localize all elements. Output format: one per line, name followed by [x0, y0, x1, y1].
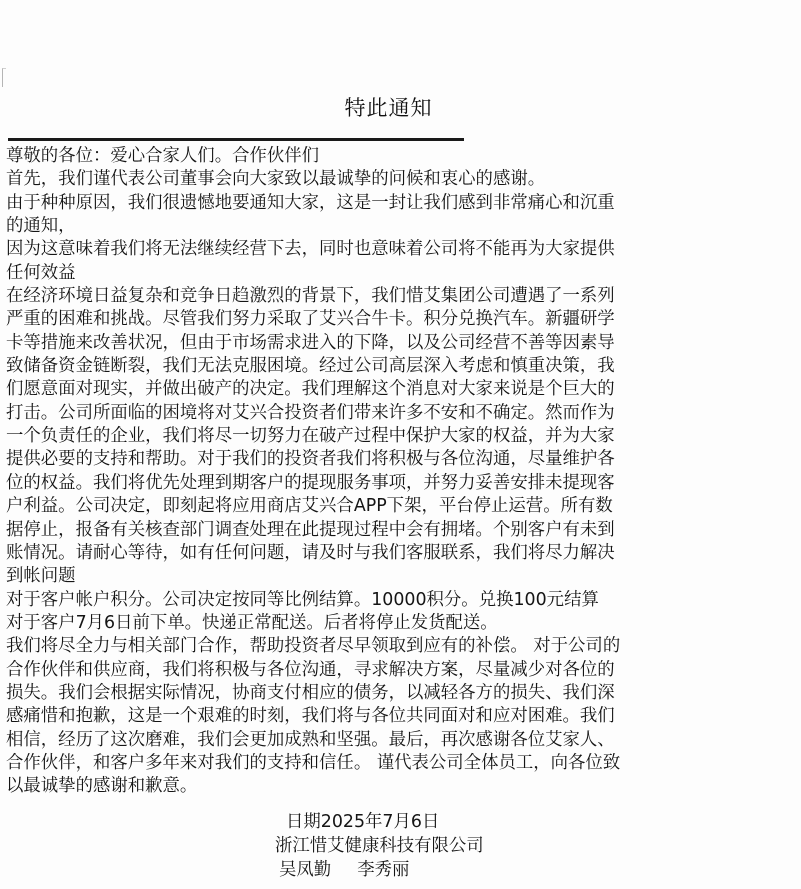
notice-body	[6, 145, 801, 799]
body-line: 因为这意味着我们将无法继续经营下去，同时也意味着公司将不能再为大家提供	[6, 239, 615, 260]
body-line: 相信，经历了这次磨难，我们会更加成熟和坚强。最后，再次感谢各位艾家人、	[6, 729, 615, 750]
body-line: 损失。我们会根据实际情况，协商支付相应的债务，以减轻各方的损失、我们深	[6, 682, 615, 703]
body-line: 到帐问题	[6, 566, 76, 587]
body-line: 尊敬的各位：爱心合家人们。合作伙伴们	[6, 146, 320, 166]
signature-date: 日期2025年7月6日	[286, 812, 440, 832]
page-corner-mark	[2, 68, 6, 87]
body-line: 在经济环境日益复杂和竞争日趋激烈的背景下，我们惜艾集团公司遭遇了一系列	[6, 286, 615, 307]
signature-company: 浙江惜艾健康科技有限公司	[275, 836, 484, 856]
body-line: 合作伙伴，和客户多年来对我们的支持和信任。 谨代表公司全体员工，向各位致	[6, 752, 621, 773]
body-line: 户利益。公司决定，即刻起将应用商店艾兴合APP下架，平台停止运营。所有数	[6, 496, 613, 517]
body-line: 致储备资金链断裂，我们无法克服困境。经过公司高层深入考虑和慎重决策，我	[6, 356, 615, 377]
page-title: 特此通知	[344, 96, 433, 120]
body-line: 首先，我们谨代表公司董事会向大家致以最诚挚的问候和衷心的感谢。	[6, 169, 546, 190]
body-line: 感痛惜和抱歉，这是一个艰难的时刻，我们将与各位共同面对和应对困难。我们	[6, 706, 615, 727]
body-line: 据停止，报备有关核查部门调查处理在此提现过程中会有拥堵。个别客户有未到	[6, 519, 615, 540]
body-line: 们愿意面对现实，并做出破产的决定。我们理解这个消息对大家来说是个巨大的	[6, 379, 615, 400]
title-underline	[8, 138, 464, 141]
signature-names	[279, 859, 409, 882]
body-line: 对于客户7月6日前下单。快递正常配送。后者将停止发货配送。	[6, 612, 498, 633]
body-line: 卡等措施来改善状况，但由于市场需求进入的下降，以及公司经营不善等因素导	[6, 332, 615, 353]
signatory-1: 吴凤勤	[279, 860, 332, 880]
signatory-2: 李秀丽	[357, 860, 410, 880]
body-line: 由于种种原因，我们很遗憾地要通知大家，这是一封让我们感到非常痛心和沉重	[6, 192, 615, 213]
body-line: 的通知，	[6, 216, 76, 237]
body-line: 我们将尽全力与相关部门合作，帮助投资者尽早领取到应有的补偿。 对于公司的	[6, 636, 621, 657]
body-line: 任何效益	[6, 262, 76, 283]
body-line: 以最诚挚的感谢和歉意。	[6, 776, 198, 797]
body-line: 打击。公司所面临的困境将对艾兴合投资者们带来许多不安和不确定。然而作为	[6, 402, 615, 423]
body-line: 位的权益。我们将优先处理到期客户的提现服务事项，并努力妥善安排未提现客	[6, 472, 615, 493]
body-line: 对于客户帐户积分。公司决定按同等比例结算。10000积分。兑换100元结算	[6, 589, 599, 610]
body-line: 提供必要的支持和帮助。对于我们的投资者我们将积极与各位沟通，尽量维护各	[6, 449, 615, 470]
body-line: 合作伙伴和供应商，我们将积极与各位沟通，寻求解决方案，尽量减少对各位的	[6, 659, 615, 680]
body-line: 账情况。请耐心等待，如有任何问题，请及时与我们客服联系，我们将尽力解决	[6, 542, 615, 563]
body-line: 一个负责任的企业，我们将尽一切努力在破产过程中保护大家的权益，并为大家	[6, 426, 615, 447]
body-line: 严重的困难和挑战。尽管我们努力采取了艾兴合牛卡。积分兑换汽车。新疆研学	[6, 309, 615, 330]
